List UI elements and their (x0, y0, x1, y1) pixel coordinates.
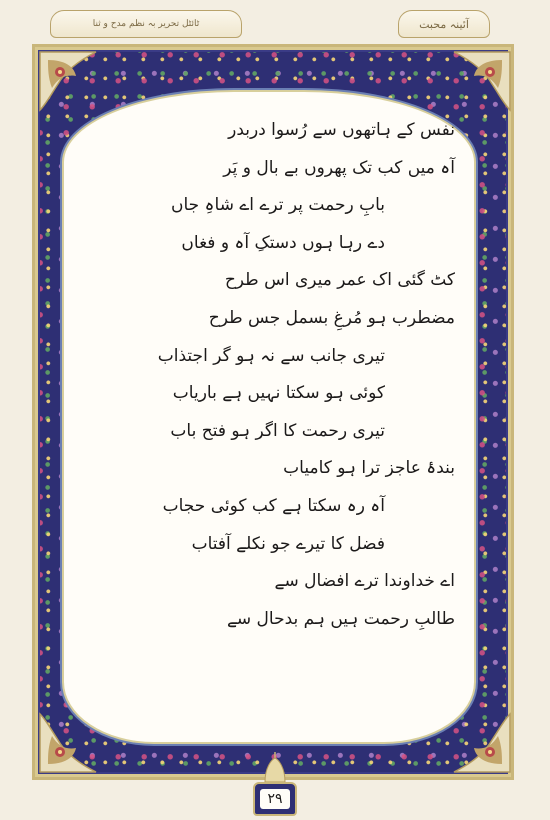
poem-line: اے خداوندا ترے افضال سے (274, 571, 455, 592)
book-title: آئینہ محبت (398, 10, 490, 38)
poem-line: آہ میں کب تک پھروں بے بال و پَر (223, 157, 455, 178)
header-caption: ٹائٹل تحریر بہ نظم مدح و ثنا (50, 10, 242, 38)
page-number: ۲۹ (260, 789, 290, 809)
poem-text (95, 112, 455, 638)
poem-line: نفس کے ہاتھوں سے رُسوا دربدر (228, 120, 455, 140)
dome-ornament-icon (262, 752, 288, 782)
poem-line: تیری رحمت کا اگر ہو فتح باب (170, 420, 385, 441)
poem-line: طالبِ رحمت ہیں ہم بدحال سے (226, 608, 455, 629)
poem-line: بابِ رحمت پر ترے اے شاہِ جاں (170, 195, 385, 216)
poem-line: فضل کا تیرے جو نکلے آفتاب (191, 533, 385, 554)
poem-line: کوئی ہو سکتا نہیں ہے باریاب (172, 383, 385, 404)
poem-line: بندۂ عاجز ترا ہو کامیاب (283, 458, 455, 479)
corner-ornament-icon (444, 48, 514, 118)
poem-line: کٹ گئی اک عمر میری اس طرح (224, 270, 455, 291)
poem-line: تیری جانب سے نہ ہو گر اجتذاب (157, 345, 385, 366)
poem-line: مضطرب ہو مُرغِ بسمل جس طرح (208, 307, 455, 328)
poem-line: دے رہا ہوں دستکِ آہ و فغاں (181, 232, 385, 253)
page-number-badge (253, 782, 297, 816)
header-bar (0, 0, 550, 40)
corner-ornament-icon (36, 48, 106, 118)
poem-line: آہ رہ سکتا ہے کب کوئی حجاب (162, 495, 385, 516)
